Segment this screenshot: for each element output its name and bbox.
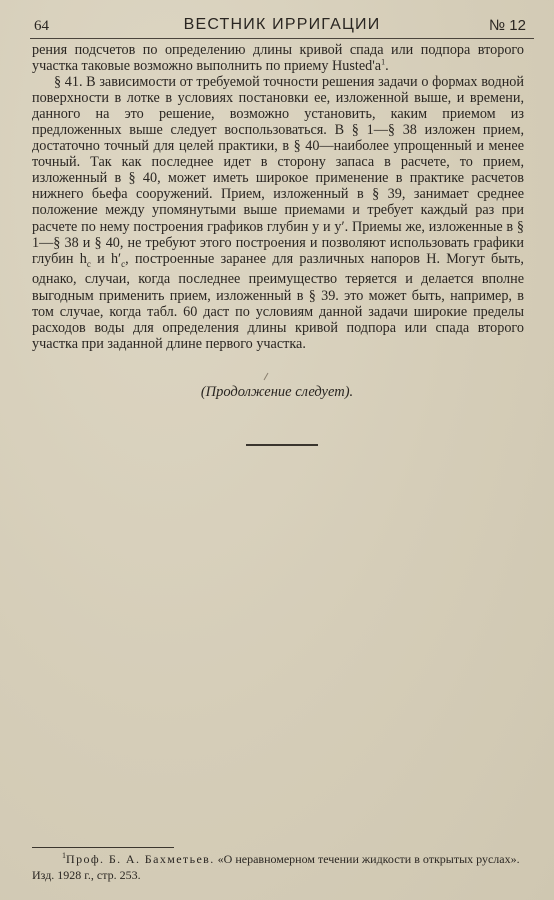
page-header [30,14,534,36]
continuation-note: (Продолжение следует). [200,384,354,400]
article-body [32,42,524,352]
footnote [32,852,528,883]
print-speck [264,373,269,380]
issue-number: № 12 [489,17,526,34]
paragraph-section-41: § 41. В зависимости от требуемой точности решения задачи о формах водной поверхности в лотке в условиях постановки ее, изложенной выше, и времени, данного на это решение, возможно установить, каким приемом из предложенных выше следует воспользоваться. В § 1—§ 38 изложен прием, достаточно точный для целей практики, в § 40—наиболее упрощенный и менее точный. Так как последнее идет в сторону запаса в расчете, то прием, изложенный в § 40, может иметь широкое применение в практике расчетов нижнего бьефа сооружений. Прием, изложенный в § 39, занимает среднее положение между упомянутыми выше приемами и требует каждый раз при расчете по нему построения графиков глубин y и y′. Приемы же, изложенные в § 1—§ 38 и § 40, не требуют этого построения и позволяют использовать графики глубин $h_c$ и $h'_c$, построенные заранее для различных напоров H. Могут быть, однако, случаи, когда последнее преимущество теряется и делается вполне выгодным применить прием, изложенный в § 39. это может быть, например, в том случае, когда табл. 60 даст по условиям данной задачи широкие пределы расходов воды для определения длины кривой подпора или спада второго участка при заданной длине первого участка. [32,74,524,352]
footnote-text: «О неравномерном течении жидкости в открытых руслах». Изд. 1928 г., стр. 253. [32,852,520,882]
footnote-author: Проф. Б. А. Бахметьев. [66,852,215,866]
footnote-ref: 1 [381,57,386,67]
page-number: 64 [34,18,49,34]
footnote-mark: 1 [62,851,66,860]
section-divider [246,444,318,446]
footnote-rule [32,847,174,848]
paragraph-continued: рения подсчетов по определению длины кривой спада или подпора второго участка таковые возможно выполнить по приему $Husted'a^1$. [32,42,524,75]
journal-title: ВЕСТНИК ИРРИГАЦИИ [183,16,381,33]
header-rule [30,38,534,39]
